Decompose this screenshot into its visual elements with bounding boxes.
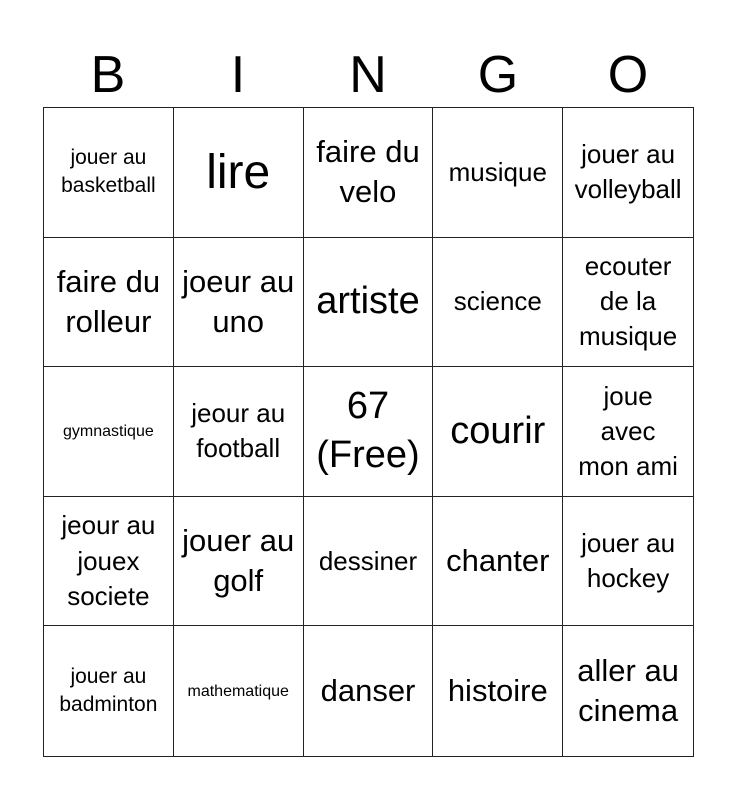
bingo-cell[interactable] bbox=[44, 367, 174, 497]
cell-text: artiste bbox=[316, 280, 420, 323]
bingo-cell[interactable] bbox=[304, 367, 434, 497]
cell-text: jeour au football bbox=[191, 398, 286, 464]
cell-text: gymnastique bbox=[63, 422, 154, 440]
bingo-cell[interactable] bbox=[433, 238, 563, 368]
cell-text: danser bbox=[320, 673, 416, 709]
cell-text: histoire bbox=[447, 673, 548, 709]
bingo-cell[interactable] bbox=[433, 367, 563, 497]
cell-text: lire bbox=[206, 145, 271, 199]
bingo-cell[interactable] bbox=[563, 108, 693, 238]
header-letter-o: O bbox=[607, 46, 649, 104]
bingo-cell[interactable] bbox=[433, 497, 563, 627]
cell-text: aller au cinema bbox=[577, 652, 679, 729]
bingo-cell[interactable] bbox=[174, 367, 304, 497]
free-space: 67 (Free) bbox=[316, 385, 420, 477]
bingo-cell[interactable] bbox=[563, 367, 693, 497]
bingo-cell[interactable] bbox=[44, 238, 174, 368]
cell-text: joue avec mon ami bbox=[578, 380, 678, 482]
bingo-cell[interactable] bbox=[563, 238, 693, 368]
cell-text: jouer au badminton bbox=[59, 664, 158, 717]
cell-text: jouer au basketball bbox=[61, 145, 156, 198]
bingo-cell[interactable] bbox=[174, 626, 304, 756]
bingo-cell[interactable] bbox=[563, 497, 693, 627]
bingo-card bbox=[43, 107, 694, 757]
header-letter-n: N bbox=[349, 46, 387, 104]
cell-text: mathematique bbox=[187, 682, 289, 700]
cell-text: musique bbox=[448, 156, 547, 187]
bingo-cell[interactable] bbox=[304, 626, 434, 756]
bingo-cell[interactable] bbox=[304, 108, 434, 238]
bingo-cell[interactable] bbox=[174, 108, 304, 238]
cell-text: science bbox=[453, 286, 542, 317]
bingo-cell[interactable] bbox=[174, 238, 304, 368]
cell-text: chanter bbox=[446, 542, 550, 578]
cell-text: faire du velo bbox=[316, 134, 420, 210]
header-letter-i: I bbox=[230, 46, 246, 104]
cell-text: jouer au volleyball bbox=[574, 139, 682, 205]
bingo-cell[interactable] bbox=[44, 626, 174, 756]
cell-text: joeur au uno bbox=[182, 263, 295, 339]
bingo-cell[interactable] bbox=[433, 108, 563, 238]
cell-text: faire du rolleur bbox=[56, 263, 161, 339]
cell-text: jouer au hockey bbox=[581, 528, 676, 594]
header-letter-b: B bbox=[90, 46, 126, 104]
header-letter-g: G bbox=[477, 46, 519, 104]
cell-text: jeour au jouex societe bbox=[61, 510, 156, 611]
cell-text: courir bbox=[450, 409, 546, 452]
bingo-cell[interactable] bbox=[174, 497, 304, 627]
cell-text: jouer au golf bbox=[182, 522, 295, 599]
bingo-cell[interactable] bbox=[44, 497, 174, 627]
bingo-cell[interactable] bbox=[44, 108, 174, 238]
cell-text: dessiner bbox=[318, 545, 418, 576]
bingo-cell[interactable] bbox=[304, 238, 434, 368]
bingo-cell[interactable] bbox=[563, 626, 693, 756]
bingo-cell[interactable] bbox=[304, 497, 434, 627]
cell-text: ecouter de la musique bbox=[578, 251, 678, 352]
bingo-cell[interactable] bbox=[433, 626, 563, 756]
bingo-header bbox=[43, 42, 693, 108]
